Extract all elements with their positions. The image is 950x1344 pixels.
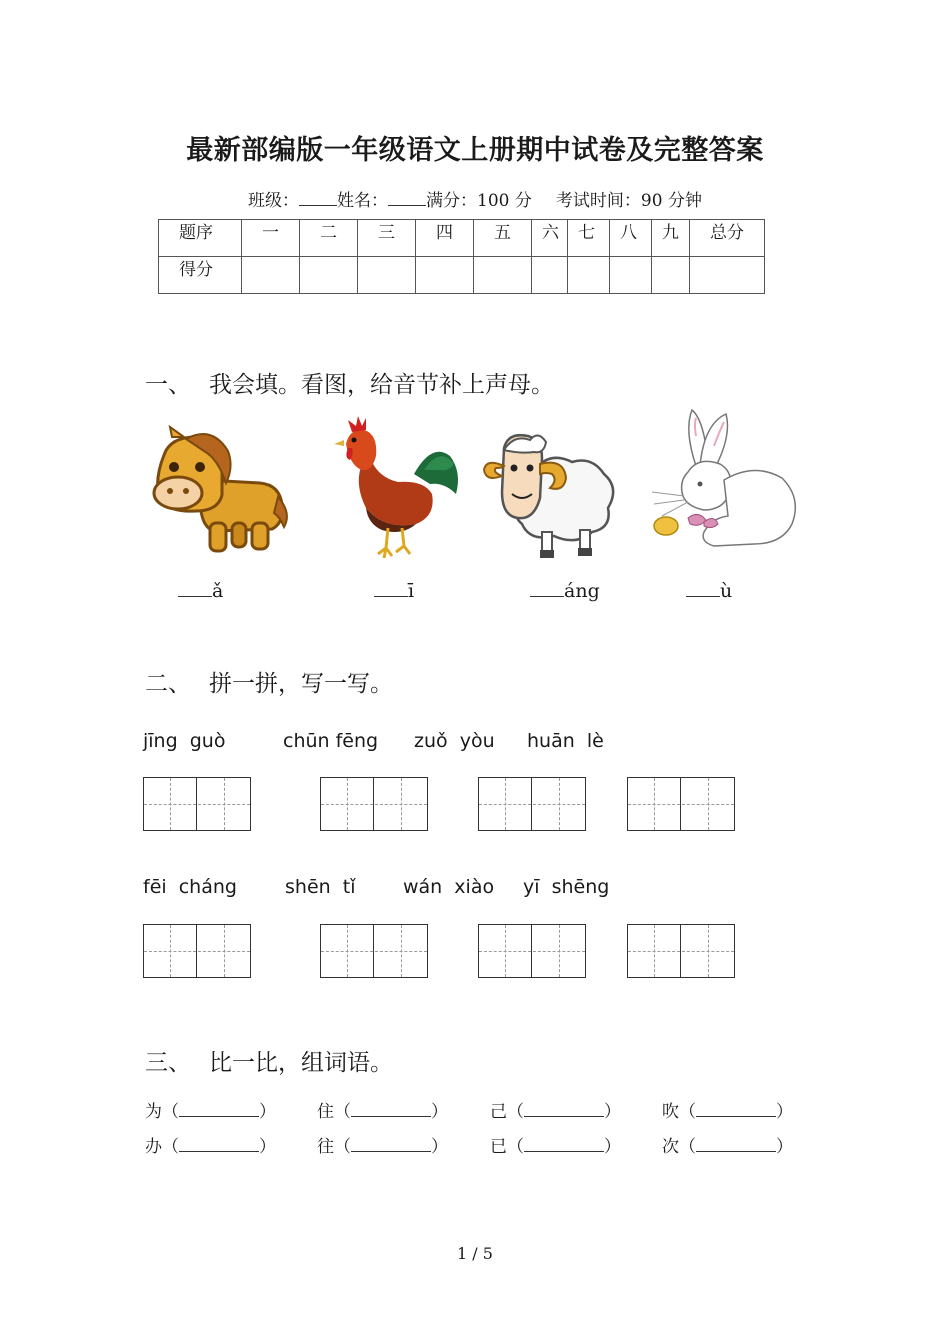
page-number: 1 / 5 [457, 1244, 493, 1263]
score-header-cell: 一 [242, 220, 300, 257]
score-table [158, 219, 765, 294]
writing-grid[interactable] [143, 777, 251, 831]
name-label: 姓名： [337, 191, 389, 211]
compare-blank[interactable] [524, 1102, 604, 1117]
score-header-cell: 三 [358, 220, 416, 257]
score-header-cell: 题序 [159, 220, 242, 257]
compare-item: 次（ ） [662, 1137, 793, 1157]
answer-item [178, 580, 223, 602]
compare-char: 次 [662, 1137, 679, 1157]
compare-item: 住（ ） [317, 1102, 448, 1122]
section-title: 拼一拼，写一写。 [209, 671, 393, 697]
answer-blank[interactable] [530, 580, 564, 597]
answer-final: áng [564, 580, 600, 602]
full-score: 满分：100 分 [426, 191, 532, 211]
writing-grid[interactable] [320, 924, 428, 978]
pinyin-label: huān lè [527, 730, 604, 752]
answer-final: ù [720, 580, 733, 602]
answer-final: ī [408, 580, 415, 602]
compare-item: 往（ ） [317, 1137, 448, 1157]
pinyin-label: shēn tǐ [285, 876, 356, 898]
answer-final: ǎ [212, 580, 224, 602]
exam-meta [0, 186, 950, 211]
rooster-icon [332, 412, 464, 562]
answer-blank[interactable] [178, 580, 212, 597]
score-header-cell: 二 [300, 220, 358, 257]
answer-blank[interactable] [374, 580, 408, 597]
score-table-header [159, 220, 765, 257]
section-3-heading [145, 1044, 393, 1077]
score-header-cell: 七 [568, 220, 610, 257]
exam-time: 考试时间：90 分钟 [555, 191, 702, 211]
page-title: 最新部编版一年级语文上册期中试卷及完整答案 [186, 135, 764, 166]
compare-item: 为（ ） [145, 1102, 276, 1122]
score-header-cell: 五 [474, 220, 532, 257]
compare-blank[interactable] [179, 1137, 259, 1152]
compare-char: 为 [145, 1102, 162, 1122]
compare-item: 己（ ） [490, 1102, 621, 1122]
score-cell[interactable] [242, 257, 300, 294]
score-cell[interactable] [610, 257, 652, 294]
score-cell[interactable] [690, 257, 765, 294]
pinyin-label: jīng guò [143, 730, 226, 752]
answer-item [374, 580, 414, 602]
section-number: 二、 [145, 671, 191, 697]
pinyin-label: yī shēng [523, 876, 610, 898]
section-number: 一、 [145, 372, 191, 398]
answer-item [686, 580, 732, 602]
score-cell[interactable] [358, 257, 416, 294]
horse-icon [152, 425, 292, 557]
compare-blank[interactable] [696, 1137, 776, 1152]
section-1-heading [145, 366, 554, 399]
writing-grid[interactable] [143, 924, 251, 978]
compare-blank[interactable] [351, 1102, 431, 1117]
writing-grid[interactable] [478, 924, 586, 978]
compare-blank[interactable] [179, 1102, 259, 1117]
pinyin-label: chūn fēng [283, 730, 379, 752]
section-title: 我会填。看图，给音节补上声母。 [209, 372, 554, 398]
score-row-label: 得分 [159, 257, 242, 294]
score-cell[interactable] [652, 257, 690, 294]
compare-blank[interactable] [524, 1137, 604, 1152]
compare-item: 办（ ） [145, 1137, 276, 1157]
class-label: 班级： [248, 191, 300, 211]
sheep-icon [480, 428, 620, 564]
compare-blank[interactable] [696, 1102, 776, 1117]
compare-char: 吹 [662, 1102, 679, 1122]
answer-blank[interactable] [686, 580, 720, 597]
compare-char: 住 [317, 1102, 334, 1122]
writing-grid[interactable] [478, 777, 586, 831]
compare-char: 办 [145, 1137, 162, 1157]
score-cell[interactable] [532, 257, 568, 294]
class-blank[interactable] [299, 191, 337, 206]
score-cell[interactable] [474, 257, 532, 294]
compare-item: 吹（ ） [662, 1102, 793, 1122]
score-cell[interactable] [300, 257, 358, 294]
answer-item [530, 580, 600, 602]
section-2-heading [145, 665, 393, 698]
compare-char: 己 [490, 1102, 507, 1122]
score-table-row [159, 257, 765, 294]
writing-grid[interactable] [627, 777, 735, 831]
score-cell[interactable] [416, 257, 474, 294]
score-header-cell: 八 [610, 220, 652, 257]
pinyin-label: wán xiào [403, 876, 495, 898]
name-blank[interactable] [388, 191, 426, 206]
rabbit-icon [644, 406, 802, 556]
score-header-cell: 九 [652, 220, 690, 257]
section-title: 比一比，组词语。 [209, 1050, 393, 1076]
pinyin-label: fēi cháng [143, 876, 237, 898]
compare-blank[interactable] [351, 1137, 431, 1152]
compare-char: 往 [317, 1137, 334, 1157]
compare-char: 已 [490, 1137, 507, 1157]
writing-grid[interactable] [627, 924, 735, 978]
pinyin-label: zuǒ yòu [414, 730, 495, 752]
score-header-cell: 总分 [690, 220, 765, 257]
score-header-cell: 四 [416, 220, 474, 257]
compare-item: 已（ ） [490, 1137, 621, 1157]
section-number: 三、 [145, 1050, 191, 1076]
writing-grid[interactable] [320, 777, 428, 831]
score-cell[interactable] [568, 257, 610, 294]
score-header-cell: 六 [532, 220, 568, 257]
